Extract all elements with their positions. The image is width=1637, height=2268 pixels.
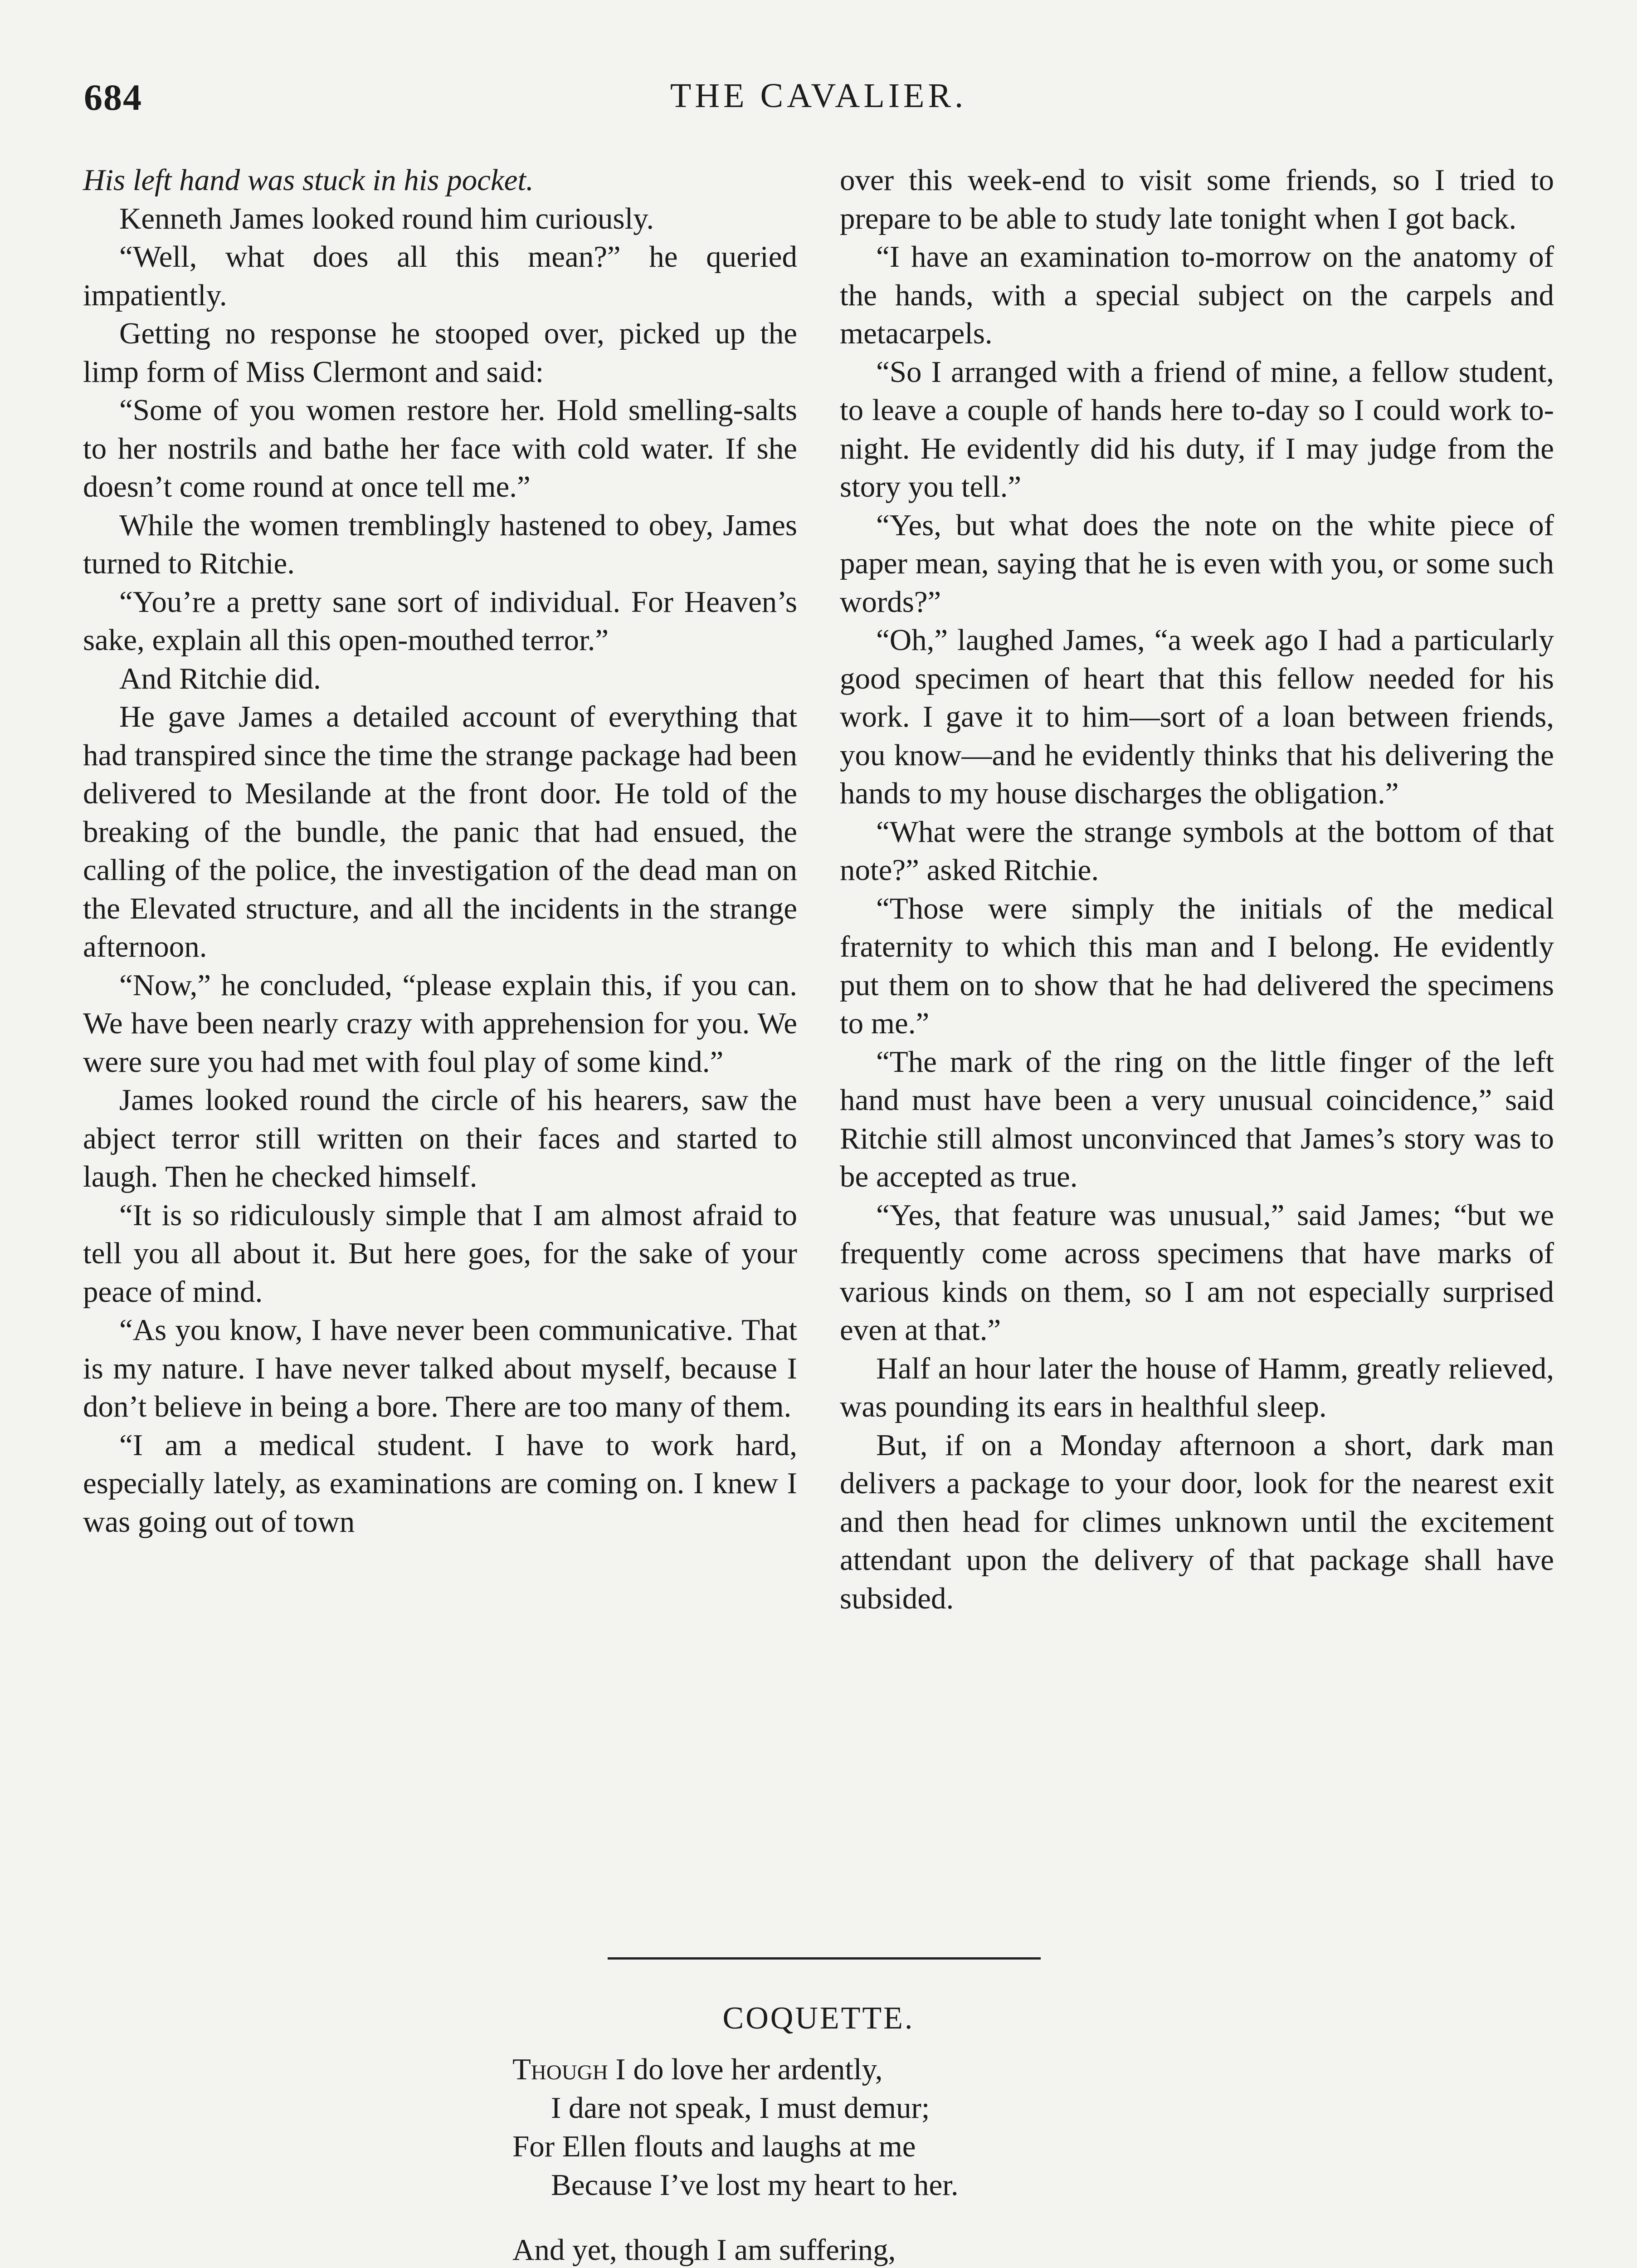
paragraph: “Some of you women restore her. Hold smelling-salts to her nostrils and bathe her face with cold water. If she doesn’t come round at once tell me.” <box>83 393 797 503</box>
paragraph: Kenneth James looked round him curiously. <box>119 201 654 235</box>
poem-line <box>512 2050 1238 2089</box>
poem-line: For Ellen flouts and laughs at me <box>512 2130 916 2163</box>
poem-line: Because I’ve lost my heart to her. <box>551 2168 959 2202</box>
poem-line: I dare not speak, I must demur; <box>551 2091 930 2125</box>
poem-line: And yet, though I am suffering, <box>512 2233 896 2267</box>
right-column <box>840 161 1554 1618</box>
paragraph: He gave James a detailed account of everything that had transpired since the time the strange package had been delivered to Mesilande at the front door. He told of the breaking of the bundle, the panic that had ensued, the calling of the police, the investigation of the dead man on the Elevated structure, and all the incidents in the strange afternoon. <box>83 700 797 963</box>
paragraph: “I have an examination to-morrow on the anatomy of the hands, with a special subject on the carpels and metacarpels. <box>840 240 1554 350</box>
page-header <box>84 76 1553 126</box>
paragraph: “The mark of the ring on the little finger of the left hand must have been a very unusual coincidence,” said Ritchie still almost unconvinced that James’s story was to be accepted as true. <box>840 1045 1554 1193</box>
paragraph: “Oh,” laughed James, “a week ago I had a particularly good specimen of heart that this fellow needed for his work. I gave it to him—sort of a loan between friends, you know—and he evidently thinks that his delivering the hands to my house discharges the obligation.” <box>840 623 1554 810</box>
paragraph: And Ritchie did. <box>119 661 321 695</box>
paragraph: “What were the strange symbols at the bottom of that note?” asked Ritchie. <box>840 815 1554 887</box>
paragraph: “It is so ridiculously simple that I am almost afraid to tell you all about it. But here goes, for the sake of your peace of mind. <box>83 1198 797 1309</box>
paragraph: “Those were simply the initials of the medical fraternity to which this man and I belong. He evidently put them on to show that he had delivered the specimens to me.” <box>840 891 1554 1040</box>
poem-line-rest: I do love her ardently, <box>608 2053 883 2086</box>
paragraph: “As you know, I have never been communicative. That is my nature. I have never talked about myself, because I don’t believe in being a bore. There are too many of them. <box>83 1313 797 1423</box>
paragraph: His left hand was stuck in his pocket. <box>83 163 534 197</box>
poem-title: COQUETTE. <box>722 2001 915 2036</box>
poem-stanza <box>512 2050 1238 2204</box>
paragraph: While the women tremblingly hastened to obey, James turned to Ritchie. <box>83 508 797 580</box>
paragraph: James looked round the circle of his hearers, saw the abject terror still written on their faces and started to laugh. Then he checked himself. <box>83 1083 797 1193</box>
paragraph: “Now,” he concluded, “please explain this, if you can. We have been nearly crazy with apprehension for you. We were sure you had met with foul play of some kind.” <box>83 968 797 1079</box>
section-divider <box>608 1957 1041 1960</box>
running-head: THE CAVALIER. <box>670 77 967 115</box>
poem-stanza <box>512 2231 1238 2268</box>
paragraph: Getting no response he stooped over, picked up the limp form of Miss Clermont and said: <box>83 317 797 389</box>
page-number: 684 <box>84 77 142 118</box>
paragraph: “Yes, but what does the note on the white piece of paper mean, saying that he is even with you, or some such words?” <box>840 508 1554 619</box>
paragraph: “Well, what does all this mean?” he queried impatiently. <box>83 240 797 312</box>
paragraph: “So I arranged with a friend of mine, a fellow student, to leave a couple of hands here to-day so I could work to-night. He evidently did his duty, if I may judge from the story you tell.” <box>840 355 1554 503</box>
paragraph: over this week-end to visit some friends, so I tried to prepare to be able to study late tonight when I got back. <box>840 163 1554 235</box>
paragraph: But, if on a Monday afternoon a short, dark man delivers a package to your door, look for the nearest exit and then head for climes unknown until the excitement attendant upon the delivery of that package shall have subsided. <box>840 1428 1554 1615</box>
paragraph: “You’re a pretty sane sort of individual. For Heaven’s sake, explain all this open-mouthed terror.” <box>83 585 797 657</box>
paragraph: “Yes, that feature was unusual,” said James; “but we frequently come across specimens that have marks of various kinds on them, so I am not especially surprised even at that.” <box>840 1198 1554 1347</box>
poem-first-word: Though <box>512 2053 608 2086</box>
left-column <box>83 161 797 1541</box>
poem <box>512 2050 1238 2268</box>
paragraph: Half an hour later the house of Hamm, greatly relieved, was pounding its ears in healthful sleep. <box>840 1351 1554 1423</box>
paragraph: “I am a medical student. I have to work hard, especially lately, as examinations are coming on. I knew I was going out of town <box>83 1428 797 1539</box>
